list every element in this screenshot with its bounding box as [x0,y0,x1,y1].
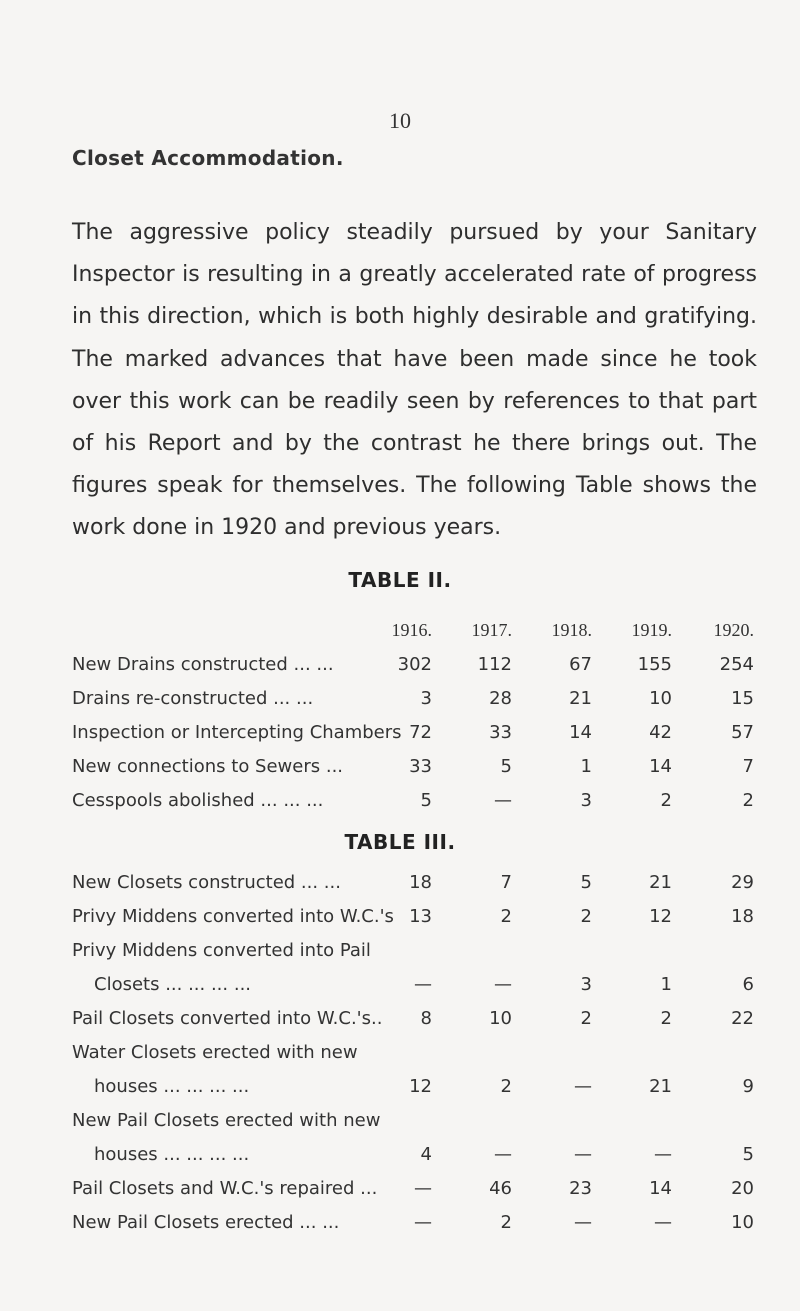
row-value: 5 [742,1144,754,1165]
table-row [72,872,772,906]
row-value: 2 [580,1008,592,1029]
row-value: 72 [409,722,432,743]
row-label: Cesspools abolished ... ... ... [72,790,324,811]
row-value: 15 [731,688,754,709]
row-label: Privy Middens converted into W.C.'s [72,906,394,927]
table-row [72,1042,772,1076]
row-label: New Pail Closets erected ... ... [72,1212,340,1233]
table-row [72,654,772,688]
row-label: Drains re-constructed ... ... [72,688,314,709]
row-value: 1 [580,756,592,777]
row-value: 4 [420,1144,432,1165]
row-value: 7 [742,756,754,777]
row-value: 302 [397,654,432,675]
row-value: 14 [569,722,592,743]
section-heading: Closet Accommodation. [72,146,344,170]
row-value: 14 [649,756,672,777]
row-value: 12 [649,906,672,927]
row-label: Pail Closets and W.C.'s repaired ... [72,1178,378,1199]
row-label: New connections to Sewers ... [72,756,344,777]
row-value: — [494,790,512,811]
year-header: 1918. [551,620,592,640]
row-value: 2 [580,906,592,927]
row-value: — [574,1076,592,1097]
year-header: 1919. [631,620,672,640]
row-value: 14 [649,1178,672,1199]
table-row [72,756,772,790]
year-header: 1920. [713,620,754,640]
row-value: 3 [580,790,592,811]
table-row [72,940,772,974]
table-ii-title: TABLE II. [348,568,452,592]
row-value: 21 [649,1076,672,1097]
row-value: 29 [731,872,754,893]
row-label: New Drains constructed ... ... [72,654,334,675]
table-row [72,688,772,722]
row-value: — [414,974,432,995]
table-ii-header-row [72,620,772,654]
table-row [72,1076,772,1110]
table-row [72,1008,772,1042]
row-value: 46 [489,1178,512,1199]
row-label: houses ... ... ... ... [94,1144,250,1165]
row-value: 1 [660,974,672,995]
table-iii-title: TABLE III. [344,830,456,854]
row-value: 2 [660,1008,672,1029]
row-value: — [654,1212,672,1233]
row-value: 33 [409,756,432,777]
row-value: 2 [500,1212,512,1233]
row-label: houses ... ... ... ... [94,1076,250,1097]
row-label: Inspection or Intercepting Chambers [72,722,402,743]
row-value: 3 [580,974,592,995]
row-value: 12 [409,1076,432,1097]
row-value: 2 [500,906,512,927]
row-value: 6 [742,974,754,995]
row-value: 67 [569,654,592,675]
year-header: 1916. [391,620,432,640]
row-label: New Pail Closets erected with new [72,1110,381,1131]
body-paragraph: The aggressive policy steadily pursued by your Sanitary Inspector is resulting in a greatly accelerated rate of progress in this direction, which is both highly desirable and gratifying. The marked advances that have been made since he took over this work can be readily seen by references to that part of his Report and by the contrast he there brings out. The figures speak for themselves. The following Table shows the work done in 1920 and previous years. [72,220,757,541]
row-value: 112 [477,654,512,675]
row-value: — [494,974,512,995]
table-row [72,722,772,756]
row-label: Pail Closets converted into W.C.'s.. [72,1008,383,1029]
row-value: 20 [731,1178,754,1199]
row-value: — [574,1144,592,1165]
table-row [72,1110,772,1144]
table-row [72,1144,772,1178]
table-row [72,1178,772,1212]
row-value: 42 [649,722,672,743]
row-label: Water Closets erected with new [72,1042,358,1063]
row-value: 2 [742,790,754,811]
row-value: — [494,1144,512,1165]
row-value: 21 [569,688,592,709]
table-ii [72,620,772,824]
row-value: 254 [719,654,754,675]
row-value: 2 [500,1076,512,1097]
row-value: 10 [731,1212,754,1233]
row-value: 2 [660,790,672,811]
row-value: — [574,1212,592,1233]
row-value: 28 [489,688,512,709]
row-value: 22 [731,1008,754,1029]
row-label: Privy Middens converted into Pail [72,940,371,961]
row-value: 5 [500,756,512,777]
table-row [72,1212,772,1246]
row-label: Closets ... ... ... ... [94,974,252,995]
row-value: 8 [420,1008,432,1029]
row-value: 18 [731,906,754,927]
row-value: 10 [489,1008,512,1029]
row-value: 23 [569,1178,592,1199]
row-value: 13 [409,906,432,927]
row-value: 5 [420,790,432,811]
row-value: 9 [742,1076,754,1097]
table-row [72,790,772,824]
table-row [72,974,772,1008]
row-value: — [654,1144,672,1165]
page-number: 10 [389,108,411,133]
row-value: — [414,1178,432,1199]
row-label: New Closets constructed ... ... [72,872,341,893]
table-iii [72,872,772,1246]
row-value: 3 [420,688,432,709]
row-value: 33 [489,722,512,743]
row-value: 10 [649,688,672,709]
row-value: 5 [580,872,592,893]
row-value: 155 [637,654,672,675]
table-row [72,906,772,940]
row-value: 21 [649,872,672,893]
row-value: 7 [500,872,512,893]
row-value: — [414,1212,432,1233]
row-value: 57 [731,722,754,743]
row-value: 18 [409,872,432,893]
year-header: 1917. [471,620,512,640]
